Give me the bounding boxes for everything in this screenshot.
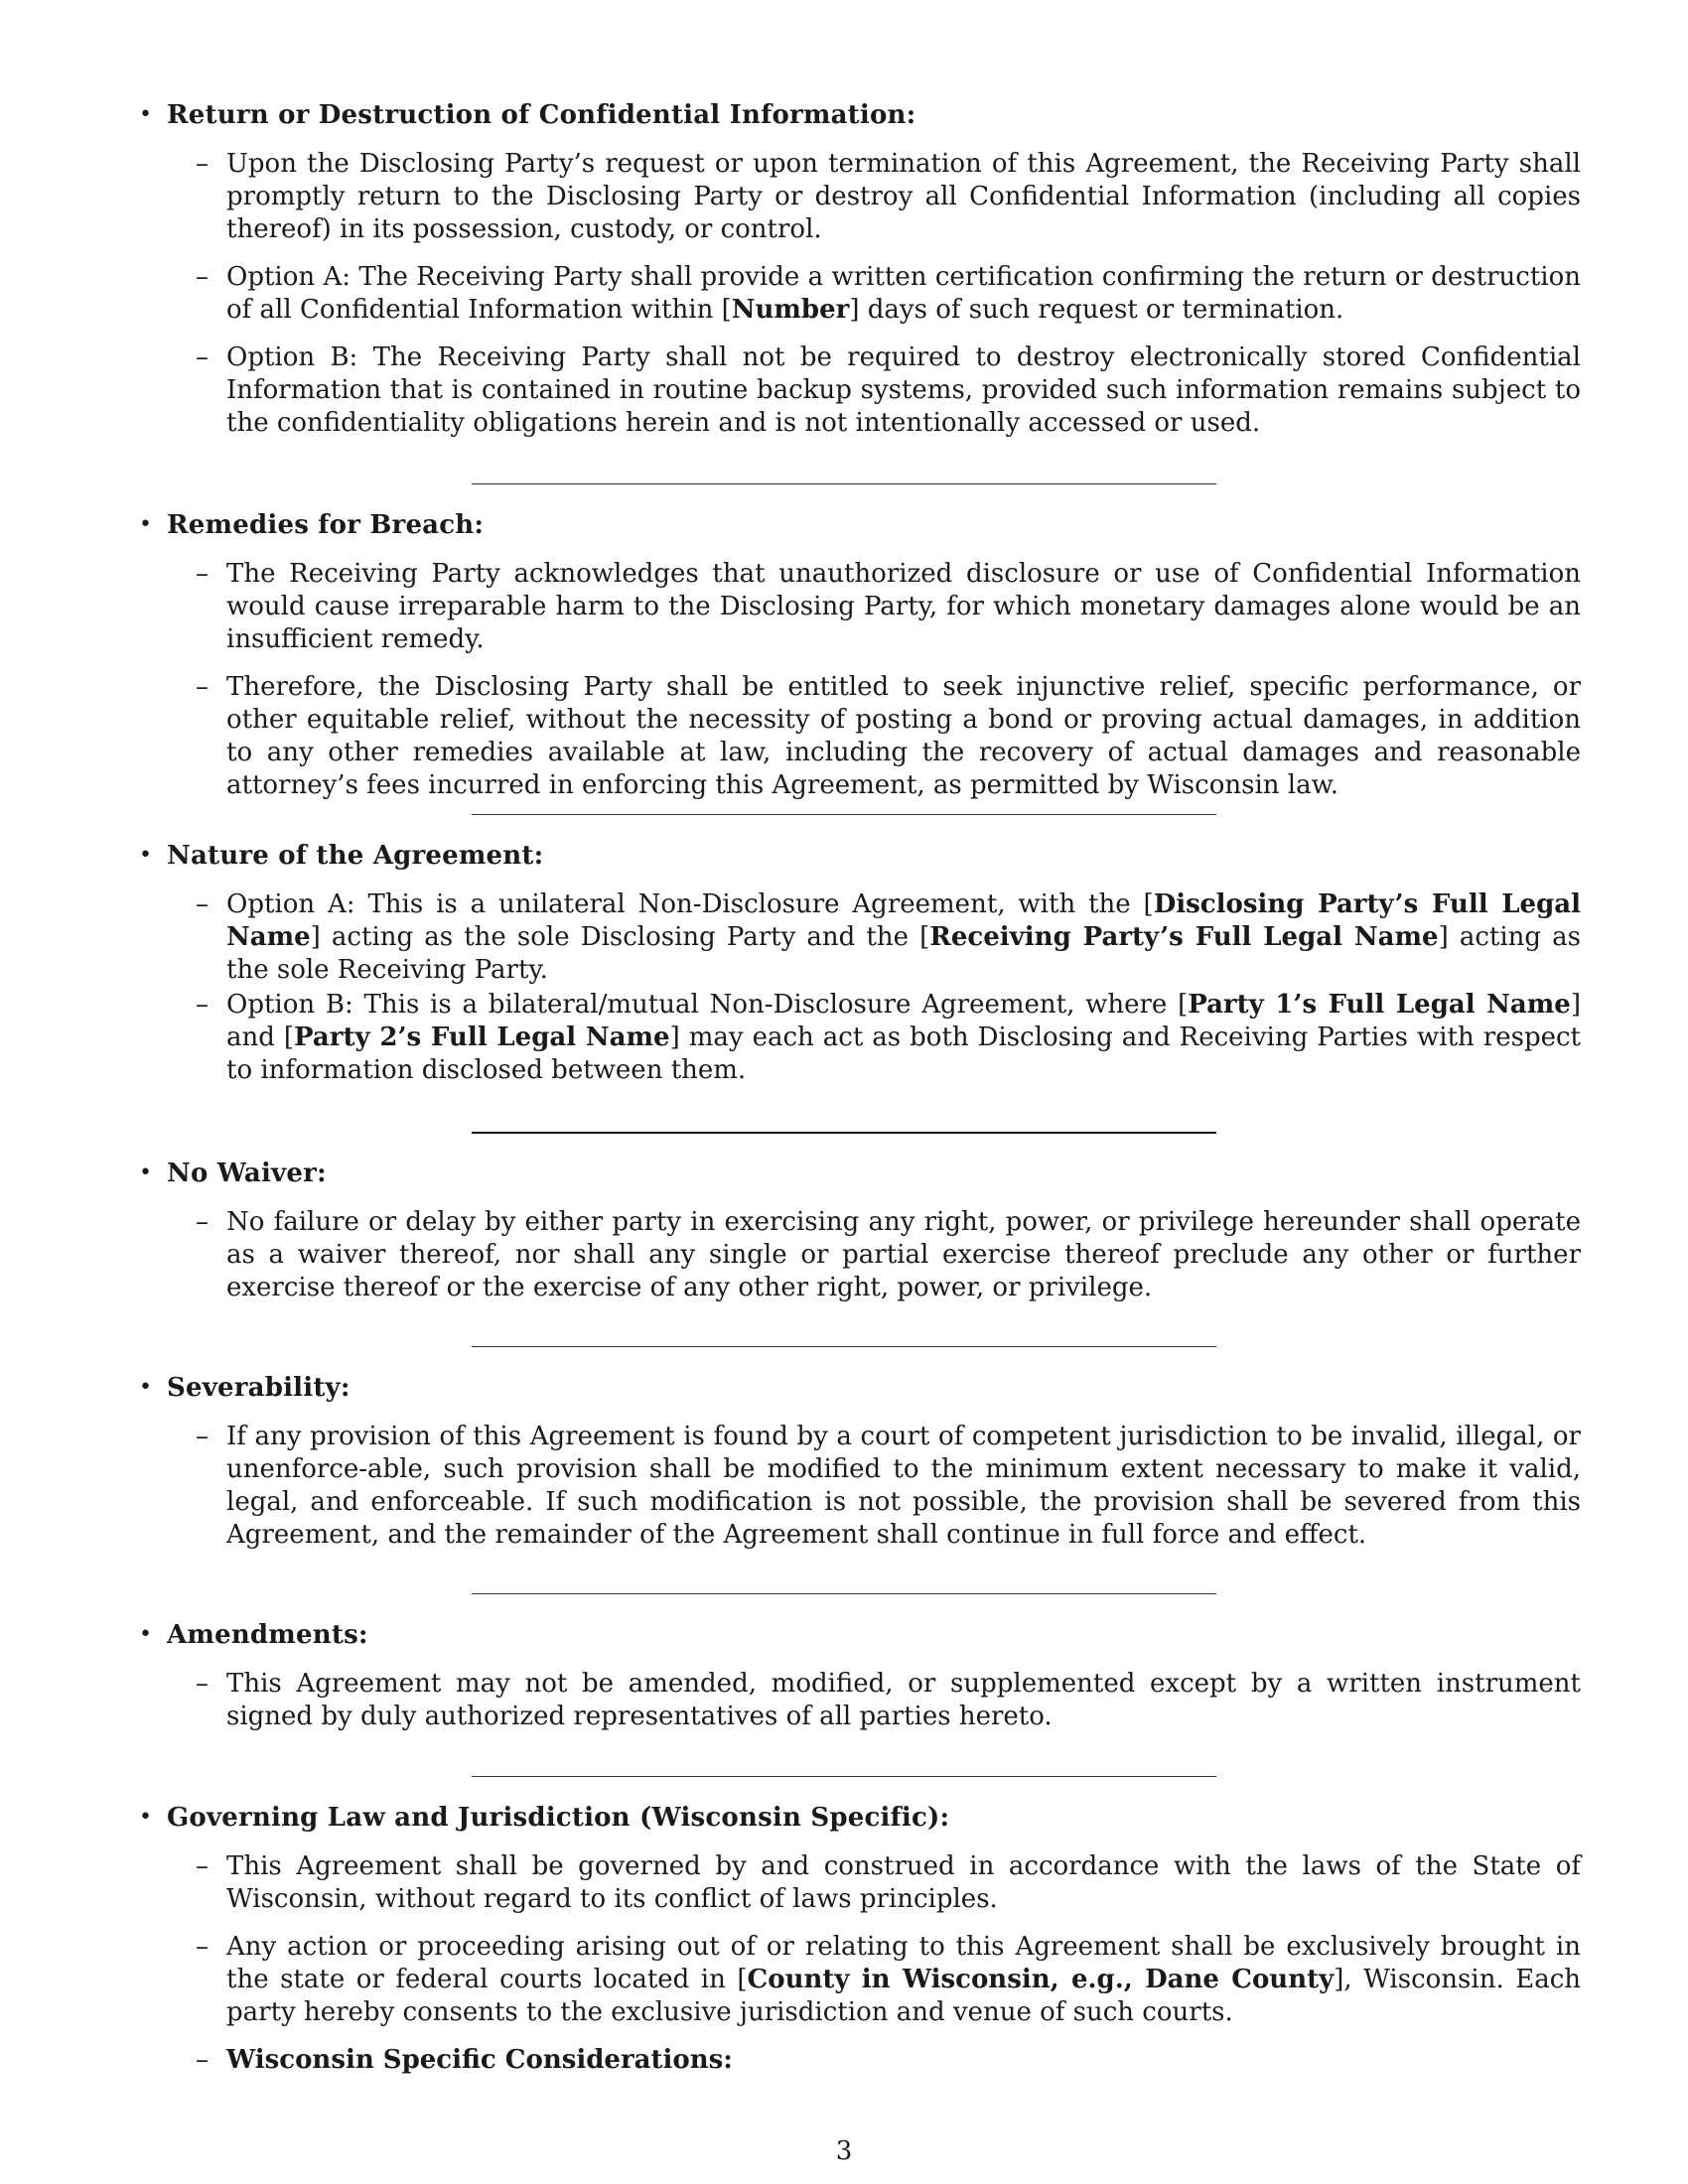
section-no-waiver [139,1158,1589,1304]
list-item-text [226,342,1581,438]
body-text: This Agreement shall be governed by and construed in accordance with the laws of the State of Wisconsin, without regard to its conflict of laws principles. [226,1851,1581,1914]
body-text: ], Wisconsin. Each party hereby consents to the exclusive jurisdiction and venue of such courts. [226,1965,1581,2027]
section-heading: Return or Destruction of Confidential Information: [167,100,916,130]
list-item-text [226,1422,1581,1550]
body-text: Option A: The Receiving Party shall provide a written certification confirming the return or destruction of all Confidential Information within [ [226,262,1581,325]
section-heading: Remedies for Breach: [167,510,485,540]
placeholder-text: Party 2’s Full Legal Name [294,1023,670,1052]
list-item-text [226,1851,1581,1914]
list-item [196,2044,1581,2077]
dash: – [196,1669,209,1699]
list-item [196,1850,1581,1916]
section-divider [472,1593,1216,1594]
section-heading: No Waiver: [167,1159,327,1188]
body-text: ] and [ [226,990,1581,1052]
list-item [196,1931,1581,2029]
placeholder-text: County in Wisconsin, e.g., Dane County [747,1965,1335,1994]
bullet: • [139,102,152,127]
body-text: No failure or delay by either party in exercising any right, power, or privilege hereunder shall operate as a waiver thereof, nor shall any single or partial exercise thereof preclude any other or further exercise thereof or the exercise of any other right, power, or privilege. [226,1207,1581,1302]
section-divider [472,1132,1216,1134]
list-item [196,671,1581,802]
placeholder-text: Party 1’s Full Legal Name [1188,990,1571,1020]
list-item-text [226,262,1581,325]
list-item [196,888,1582,987]
section-heading: Severability: [167,1373,351,1403]
list-item-text [226,2045,733,2075]
dash: – [196,149,209,179]
placeholder-text: Number [731,295,850,325]
dash: – [196,990,209,1020]
section-heading: Amendments: [167,1620,368,1650]
dash: – [196,2045,209,2075]
list-item [196,558,1581,656]
list-item [196,148,1581,246]
list-item-text [226,1669,1581,1731]
section-nature [139,840,1589,1087]
list-item-text [226,672,1581,800]
section-severability [139,1372,1589,1552]
page-number: 3 [835,2136,853,2166]
body-text: Option A: This is a unilateral Non-Disclosure Agreement, with the [ [226,889,1154,919]
section-divider [472,1776,1216,1777]
bullet: • [139,512,152,537]
list-item [196,1421,1581,1552]
bullet: • [139,1160,152,1185]
placeholder-text: Wisconsin Specific Considerations: [226,2045,733,2075]
list-item [196,261,1581,327]
section-remedies [139,509,1589,802]
dash: – [196,1851,209,1881]
section-return-destruction [139,99,1589,440]
list-item [196,1668,1581,1733]
body-text: ] acting as the sole Receiving Party. [226,922,1581,985]
body-text: Any action or proceeding arising out of or relating to this Agreement shall be exclusively brought in the state or federal courts located in [ [226,1932,1581,1994]
body-text: Upon the Disclosing Party’s request or upon termination of this Agreement, the Receiving Party shall promptly return to the Disclosing Party or destroy all Confidential Information (including all copies thereof) in its possession, custody, or control. [226,149,1581,244]
bullet: • [139,1622,152,1647]
body-text: Option B: The Receiving Party shall not be required to destroy electronically stored Confidential Information that is contained in routine backup systems, provided such information remains subject to the confidentiality obligations herein and is not intentionally accessed or used. [226,342,1581,438]
body-text: ] acting as the sole Disclosing Party and the [ [310,922,930,952]
dash: – [196,1207,209,1237]
body-text: Option B: This is a bilateral/mutual Non-Disclosure Agreement, where [ [226,990,1189,1020]
placeholder-text: Disclosing Party’s Full Legal Name [226,889,1582,952]
section-amendments [139,1619,1589,1733]
list-item-text [226,149,1581,244]
list-item-text [226,559,1581,654]
body-text: The Receiving Party acknowledges that unauthorized disclosure or use of Confidential Information would cause irreparable harm to the Disclosing Party, for which monetary damages alone would be an insufficient remedy. [226,559,1581,654]
dash: – [196,1422,209,1451]
list-item [196,341,1581,440]
list-item-text [226,990,1581,1085]
body-text: If any provision of this Agreement is found by a court of competent jurisdiction to be invalid, illegal, or unenforce-able, such provision shall be modified to the minimum extent necessary to make it valid, legal, and enforceable. If such modification is not possible, the provision shall be severed from this Agreement, and the remainder of the Agreement shall continue in full force and effect. [226,1422,1581,1550]
dash: – [196,559,209,589]
section-governing-law [139,1802,1589,2077]
section-divider [472,1346,1216,1347]
list-item [196,989,1581,1087]
section-divider [472,483,1216,484]
dash: – [196,889,209,919]
dash: – [196,342,209,372]
dash: – [196,1932,209,1962]
dash: – [196,262,209,292]
body-text: This Agreement may not be amended, modified, or supplemented except by a written instrument signed by duly authorized representatives of all parties hereto. [226,1669,1581,1731]
list-item-text [226,1932,1581,2027]
list-item [196,1206,1581,1304]
section-heading: Governing Law and Jurisdiction (Wisconsin Specific): [167,1803,950,1833]
section-divider [472,814,1216,815]
body-text: ] days of such request or termination. [849,295,1344,325]
bullet: • [139,1375,152,1400]
body-text: Therefore, the Disclosing Party shall be entitled to seek injunctive relief, specific performance, or other equitable relief, without the necessity of posting a bond or proving actual damages, in addition to any other remedies available at law, including the recovery of actual damages and reasonable attorney’s fees incurred in enforcing this Agreement, as permitted by Wisconsin law. [226,672,1581,800]
list-item-text [226,1207,1581,1302]
placeholder-text: Receiving Party’s Full Legal Name [929,922,1439,952]
body-text: ] may each act as both Disclosing and Receiving Parties with respect to information disclosed between them. [226,1023,1581,1085]
bullet: • [139,843,152,868]
list-item-text [226,889,1581,985]
dash: – [196,672,209,702]
bullet: • [139,1805,152,1830]
section-heading: Nature of the Agreement: [167,841,544,871]
